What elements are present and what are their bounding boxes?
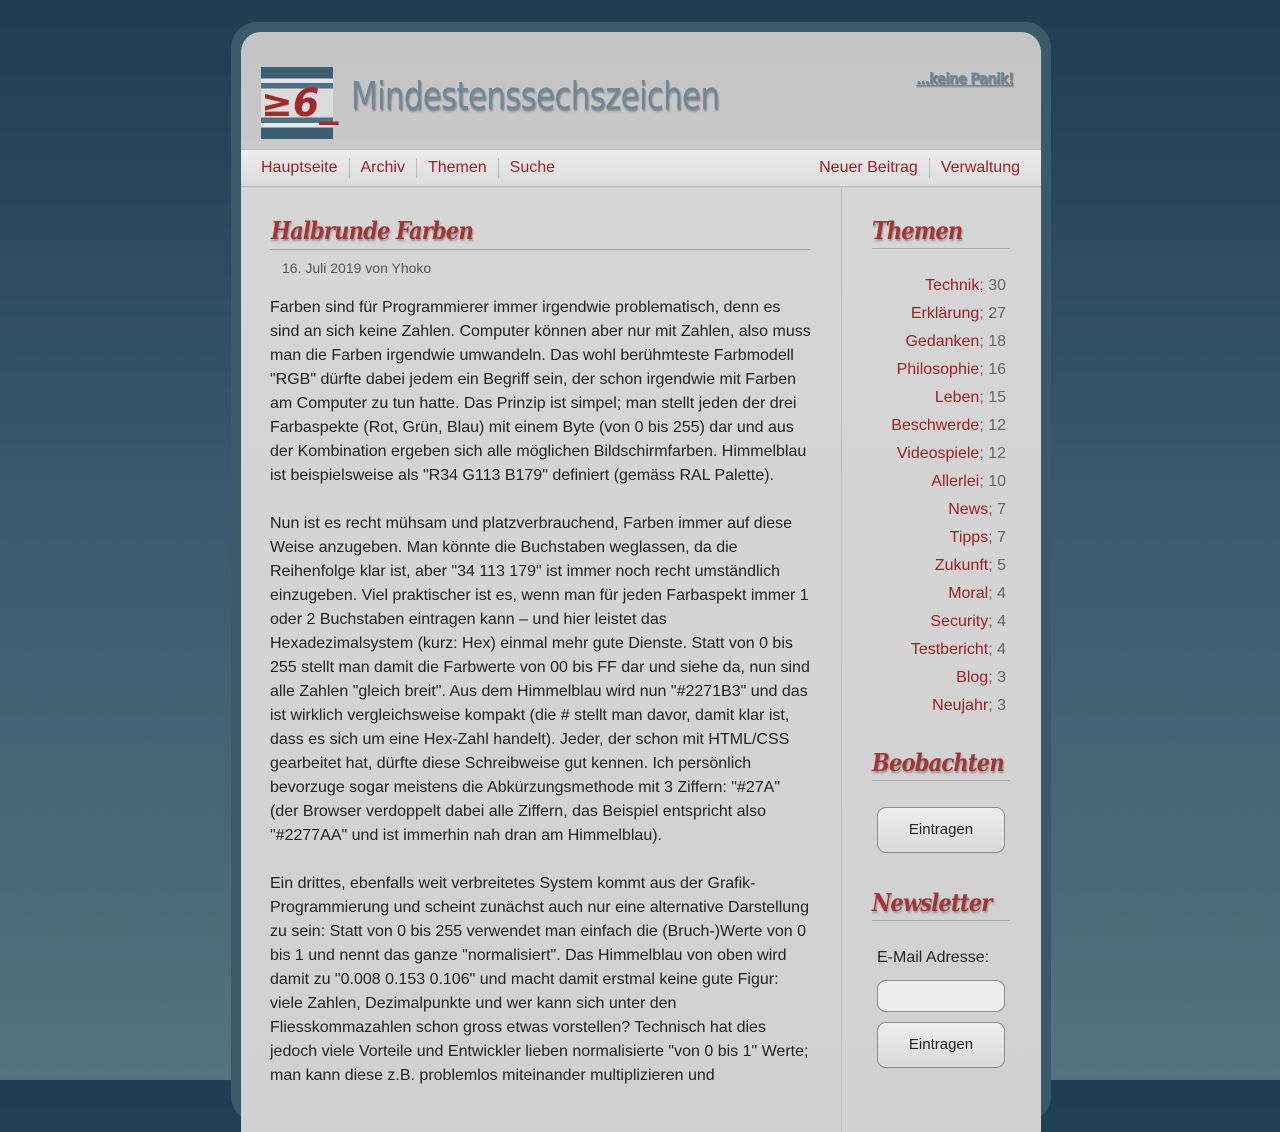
themen-heading: Themen <box>872 216 963 245</box>
topic-count: ; 5 <box>988 557 1006 574</box>
title-divider <box>270 249 810 250</box>
nav-link-suche[interactable]: Suche <box>498 158 566 178</box>
email-field[interactable] <box>877 980 1005 1012</box>
site-header <box>241 32 1041 149</box>
topic-link[interactable]: Neujahr <box>932 697 989 714</box>
topic-count: ; 4 <box>988 641 1006 658</box>
site-logo[interactable] <box>261 67 339 139</box>
topic-link[interactable]: Allerlei <box>931 473 980 490</box>
newsletter-heading: Newsletter <box>872 888 992 917</box>
topic-item <box>872 272 1006 300</box>
beobachten-divider <box>872 780 1010 781</box>
topic-list <box>872 272 1006 720</box>
topic-count: ; 3 <box>988 697 1006 714</box>
main-navigation <box>241 149 1041 187</box>
topic-count: ; 10 <box>979 473 1006 490</box>
topic-item <box>872 664 1006 692</box>
topic-count: ; 18 <box>979 333 1006 350</box>
post-paragraph: Farben sind für Programmierer immer irgendwie problematisch, denn es sind an sich keine Zahlen. Computer können aber nur mit Zahlen, also muss man die Farben irgendwie umwandeln. Das wohl berühmteste Farbmodell "RGB" dürfte dabei jedem ein Begriff sein, der schon irgendwie mit Farben am Computer zu tun hatte. Das Prinzip ist simpel; man stellt jeden der drei Farbaspekte (Rot, Grün, Blau) mit einem Byte (von 0 bis 255) dar und aus der Kombination ergeben sich alle möglichen Bildschirmfarben. Himmelblau ist beispielsweise als "R34 G113 B179" definiert (gemäss RAL Palette). <box>270 299 811 484</box>
beobachten-section <box>872 748 1010 853</box>
nav-link-hauptseite[interactable]: Hauptseite <box>261 159 338 176</box>
nav-link-themen[interactable]: Themen <box>416 158 498 178</box>
topic-link[interactable]: Philosophie <box>896 361 980 378</box>
topic-count: ; 12 <box>979 445 1006 462</box>
post-body <box>270 296 811 1112</box>
sidebar-divider <box>841 187 842 1132</box>
page-container <box>241 32 1041 1132</box>
themen-divider <box>872 248 1010 249</box>
topic-item <box>872 636 1006 664</box>
beobachten-subscribe-button[interactable]: Eintragen <box>877 807 1005 853</box>
topic-count: ; 4 <box>988 613 1006 630</box>
topic-count: ; 30 <box>979 277 1006 294</box>
logo-glyph: ≥6_ <box>261 81 339 125</box>
topic-item <box>872 580 1006 608</box>
topic-count: ; 15 <box>979 389 1006 406</box>
topic-item <box>872 692 1006 720</box>
topic-count: ; 12 <box>979 417 1006 434</box>
post-paragraph: Nun ist es recht mühsam und platzverbrauchend, Farben immer auf diese Weise anzugeben. Man könnte die Buchstaben weglassen, da die Reihenfolge klar ist, aber "34 113 179" ist immer noch recht umständlich einzugeben. Viel praktischer ist es, wenn man für jeden Farbaspekt immer 1 oder 2 Buchstaben eintragen kann – und hier leistet das Hexadezimalsystem (kurz: Hex) einmal mehr gute Dienste. Statt von 0 bis 255 stellt man damit die Farbwerte von 00 bis FF dar und siehe da, nun sind alle Zahlen "gleich breit". Aus dem Himmelblau wird nun "#2271B3" und das ist wirklich vergleichsweise kompakt (die # stellt man davor, damit klar ist, dass es sich um eine Hex-Zahl handelt). Jeder, der schon mit HTML/CSS gearbeitet hat, dürfte diese Schreibweise gut kennen. Ich persönlich bevorzuge sogar meistens die Abkürzungsmethode mit 3 Ziffern: "#27A" (der Browser verdoppelt dabei alle Ziffern, das Beispiel entspricht also "#2277AA" und ist immerhin nah dran am Himmelblau). <box>270 515 810 844</box>
topic-link[interactable]: Blog <box>956 669 989 686</box>
topic-item <box>872 608 1006 636</box>
topic-link[interactable]: Erklärung <box>910 305 980 322</box>
topic-link[interactable]: Technik <box>925 277 980 294</box>
content-area <box>241 187 1041 1132</box>
nav-right-group <box>808 150 1031 186</box>
topic-item <box>872 552 1006 580</box>
topic-item <box>872 496 1006 524</box>
nav-left-group <box>250 150 566 186</box>
topic-link[interactable]: Zukunft <box>934 557 989 574</box>
newsletter-section <box>872 888 1010 1068</box>
email-label: E-Mail Adresse: <box>877 949 990 966</box>
topic-count: ; 7 <box>988 501 1006 518</box>
nav-link-neuer-beitrag[interactable]: Neuer Beitrag <box>819 159 918 176</box>
post-meta: 16. Juli 2019 von Yhoko <box>282 260 432 276</box>
themen-section <box>872 216 1010 249</box>
nav-link-verwaltung[interactable]: Verwaltung <box>929 158 1031 178</box>
topic-count: ; 3 <box>988 669 1006 686</box>
nav-link-archiv[interactable]: Archiv <box>349 158 416 178</box>
post-title[interactable]: Halbrunde Farben <box>271 216 473 245</box>
topic-count: ; 4 <box>988 585 1006 602</box>
topic-link[interactable]: Leben <box>934 389 980 406</box>
topic-item <box>872 300 1006 328</box>
topic-count: ; 7 <box>988 529 1006 546</box>
topic-link[interactable]: Beschwerde <box>891 417 980 434</box>
post-paragraph: Ein drittes, ebenfalls weit verbreitetes System kommt aus der Grafik-Programmierung und scheint zunächst auch nur eine alternative Darstellung zu sein: Statt von 0 bis 255 verwendet man einfach die (Bruch-)Werte von 0 bis 1 und nennt das ganze "normalisiert". Das Himmelblau von oben wird damit zu "0.008 0.153 0.106" und macht damit erstmal keine gute Figur: viele Zahlen, Dezimalpunkte und wer kann sich unter den Fliesskommazahlen schon gross etwas vorstellen? Technisch hat dies jedoch viele Vorteile und Entwickler lieben normalisierte "von 0 bis 1" Werte; man kann diese z.B. problemlos miteinander multiplizieren und <box>270 875 809 1084</box>
topic-link[interactable]: Moral <box>948 585 989 602</box>
topic-item <box>872 524 1006 552</box>
topic-link[interactable]: Tipps <box>949 529 989 546</box>
topic-item <box>872 356 1006 384</box>
topic-link[interactable]: News <box>948 501 989 518</box>
site-tagline[interactable]: ...keine Panik! <box>915 69 1013 88</box>
topic-item <box>872 384 1006 412</box>
topic-link[interactable]: Videospiele <box>896 445 980 462</box>
topic-item <box>872 412 1006 440</box>
topic-item <box>872 328 1006 356</box>
topic-link[interactable]: Gedanken <box>905 333 980 350</box>
site-title[interactable]: Mindestenssechszeichen <box>351 74 720 118</box>
topic-count: ; 16 <box>979 361 1006 378</box>
topic-link[interactable]: Security <box>930 613 989 630</box>
beobachten-heading: Beobachten <box>872 748 1004 777</box>
topic-link[interactable]: Testbericht <box>910 641 989 658</box>
newsletter-divider <box>872 920 1010 921</box>
newsletter-subscribe-button[interactable]: Eintragen <box>877 1022 1005 1068</box>
topic-item <box>872 468 1006 496</box>
topic-item <box>872 440 1006 468</box>
topic-count: ; 27 <box>979 305 1006 322</box>
